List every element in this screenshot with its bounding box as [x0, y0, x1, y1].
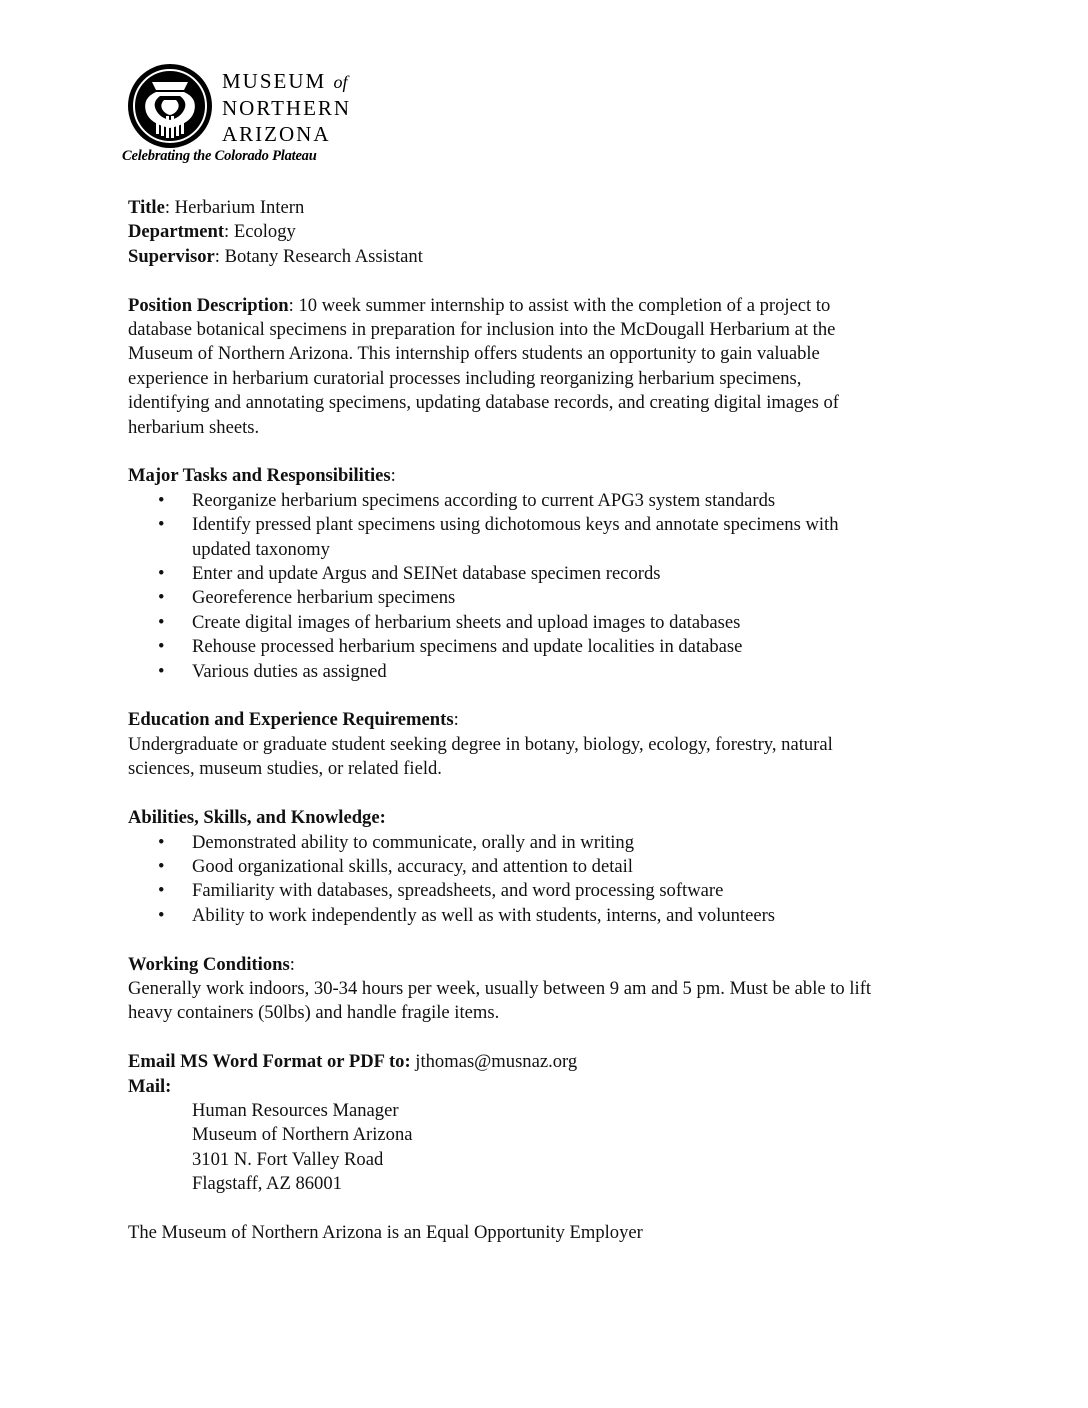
- education-text-line: sciences, museum studies, or related field.: [128, 758, 442, 780]
- job-description: [128, 196, 1008, 1245]
- department-label: Department: [128, 221, 225, 243]
- mail-label: Mail:: [128, 1075, 172, 1097]
- list-item: [128, 611, 1008, 635]
- equal-opportunity-statement: The Museum of Northern Arizona is an Equal Opportunity Employer: [128, 1221, 643, 1243]
- list-item: [128, 831, 1008, 855]
- list-item: [128, 513, 1008, 562]
- list-item-text: Demonstrated ability to communicate, orally and in writing: [192, 831, 635, 853]
- department-line: [128, 220, 1008, 244]
- position-text-line: herbarium sheets.: [128, 416, 260, 438]
- list-item: [128, 562, 1008, 586]
- position-text-line: : 10 week summer internship to assist with the completion of a project to: [288, 294, 831, 316]
- mailing-address: [128, 1099, 1008, 1197]
- title-value: : Herbarium Intern: [164, 197, 305, 218]
- position-label: Position Description: [128, 294, 289, 316]
- bullet-icon: •: [158, 611, 165, 633]
- position-description: [128, 294, 1008, 440]
- conditions-section: [128, 953, 1008, 1026]
- logo-wordmark: [222, 68, 351, 147]
- list-item: [128, 879, 1008, 903]
- bullet-icon: •: [158, 489, 165, 511]
- list-item: [128, 855, 1008, 879]
- bullet-icon: •: [158, 563, 165, 585]
- museum-logo: [122, 60, 362, 172]
- email-label: Email MS Word Format or PDF to:: [128, 1051, 411, 1073]
- heading-colon: :: [390, 465, 396, 487]
- abilities-section: [128, 806, 1008, 928]
- address-line: 3101 N. Fort Valley Road: [192, 1148, 384, 1170]
- logo-line-of: of: [333, 72, 348, 92]
- tasks-heading: Major Tasks and Responsibilities: [128, 465, 391, 487]
- position-text-line: Museum of Northern Arizona. This internship offers students an opportunity to gain valuable: [128, 343, 820, 365]
- address-line: Museum of Northern Arizona: [192, 1124, 413, 1146]
- logo-line-museum: MUSEUM: [222, 69, 327, 93]
- pottery-vessel-emblem-icon: [126, 62, 214, 150]
- position-text-line: identifying and annotating specimens, updating database records, and creating digital images of: [128, 392, 839, 414]
- title-line: [128, 196, 1008, 220]
- list-item: [128, 586, 1008, 610]
- conditions-heading: Working Conditions: [128, 953, 290, 975]
- email-link[interactable]: jthomas@musnaz.org: [410, 1051, 578, 1073]
- list-item-text: Identify pressed plant specimens using dichotomous keys and annotate specimens with: [192, 514, 839, 536]
- bullet-icon: •: [158, 904, 165, 926]
- bullet-icon: •: [158, 636, 165, 658]
- heading-colon: :: [289, 953, 295, 975]
- supervisor-line: [128, 245, 1008, 269]
- tasks-section: [128, 464, 1008, 684]
- abilities-list: [128, 831, 1008, 929]
- list-item-text: updated taxonomy: [192, 538, 330, 560]
- list-item-text: Rehouse processed herbarium specimens and update localities in database: [192, 636, 743, 658]
- list-item: [128, 660, 1008, 684]
- bullet-icon: •: [158, 660, 165, 682]
- supervisor-value: : Botany Research Assistant: [214, 245, 423, 267]
- list-item-text: Good organizational skills, accuracy, and attention to detail: [192, 855, 633, 877]
- list-item-text: Reorganize herbarium specimens according to current APG3 system standards: [192, 489, 776, 511]
- list-item-text: Georeference herbarium specimens: [192, 587, 456, 609]
- address-line: Human Resources Manager: [192, 1099, 399, 1121]
- position-text-line: database botanical specimens in preparation for inclusion into the McDougall Herbarium at the: [128, 319, 836, 341]
- title-label: Title: [128, 197, 165, 218]
- list-item-text: Familiarity with databases, spreadsheets, and word processing software: [192, 880, 724, 902]
- list-item-text: Enter and update Argus and SEINet database specimen records: [192, 563, 661, 585]
- heading-colon: :: [453, 709, 459, 731]
- education-section: [128, 708, 1008, 781]
- conditions-text-line: heavy containers (50lbs) and handle fragile items.: [128, 1002, 500, 1024]
- position-text-line: experience in herbarium curatorial processes including reorganizing herbarium specimens,: [128, 367, 802, 389]
- contact-section: [128, 1050, 1008, 1196]
- address-line: Flagstaff, AZ 86001: [192, 1173, 342, 1195]
- education-heading: Education and Experience Requirements: [128, 709, 454, 731]
- logo-line-northern: NORTHERN: [222, 96, 352, 120]
- education-text-line: Undergraduate or graduate student seeking degree in botany, biology, ecology, forestry, natural: [128, 733, 833, 755]
- list-item: [128, 489, 1008, 513]
- list-item-text: Ability to work independently as well as with students, interns, and volunteers: [192, 904, 776, 926]
- supervisor-label: Supervisor: [128, 245, 215, 267]
- department-value: : Ecology: [224, 221, 296, 243]
- bullet-icon: •: [158, 880, 165, 902]
- conditions-text-line: Generally work indoors, 30-34 hours per week, usually between 9 am and 5 pm. Must be able to lift: [128, 977, 872, 999]
- list-item: [128, 904, 1008, 928]
- tasks-list: [128, 489, 1008, 684]
- bullet-icon: •: [158, 587, 165, 609]
- list-item-text: Create digital images of herbarium sheets and upload images to databases: [192, 611, 741, 633]
- list-item: [128, 635, 1008, 659]
- bullet-icon: •: [158, 514, 165, 536]
- logo-tagline: Celebrating the Colorado Plateau: [122, 148, 317, 164]
- list-item-text: Various duties as assigned: [192, 660, 387, 682]
- abilities-heading: Abilities, Skills, and Knowledge:: [128, 807, 386, 829]
- logo-line-arizona: ARIZONA: [222, 122, 331, 146]
- bullet-icon: •: [158, 831, 165, 853]
- bullet-icon: •: [158, 855, 165, 877]
